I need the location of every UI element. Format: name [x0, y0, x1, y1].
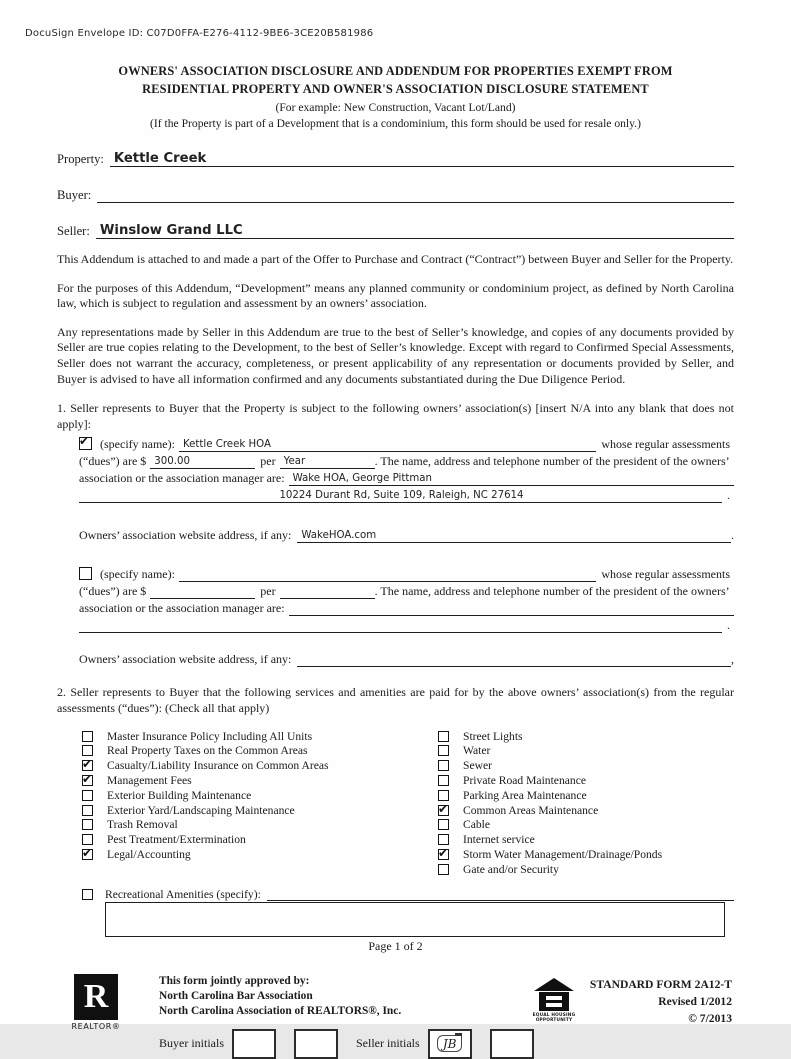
association2-address-field[interactable]	[79, 620, 722, 633]
service-checkbox-checked[interactable]	[438, 849, 449, 860]
service-label: Real Property Taxes on the Common Areas	[107, 744, 308, 758]
recreational-checkbox[interactable]	[82, 889, 93, 900]
service-item	[82, 817, 438, 832]
buyer-field[interactable]	[97, 188, 734, 203]
association2-name-value	[179, 580, 185, 581]
seller-value: Winslow Grand LLC	[99, 223, 243, 239]
realtor-caption: REALTOR®	[71, 1021, 121, 1031]
service-checkbox-unchecked[interactable]	[82, 805, 93, 816]
recreational-value	[267, 899, 273, 900]
service-checkbox-unchecked[interactable]	[438, 819, 449, 830]
service-label: Street Lights	[463, 729, 523, 743]
website1-value: WakeHOA.com	[301, 530, 377, 542]
service-label: Exterior Building Maintenance	[107, 788, 252, 802]
org2-text: North Carolina Association of REALTORS®, Inc.	[159, 1005, 402, 1018]
service-checkbox-unchecked[interactable]	[82, 834, 93, 845]
service-label: Management Fees	[107, 773, 192, 787]
recreational-field[interactable]	[267, 888, 734, 901]
form-info	[577, 976, 734, 1028]
service-label: Exterior Yard/Landscaping Maintenance	[107, 803, 295, 817]
form-copyright: © 7/2013	[688, 1012, 732, 1026]
service-label: Gate and/or Security	[463, 862, 559, 876]
website1-trail: .	[731, 528, 734, 543]
form-footer	[57, 974, 734, 1059]
realtor-logo-icon	[74, 974, 118, 1020]
service-checkbox-unchecked[interactable]	[438, 834, 449, 845]
association1-address-value: 10224 Durant Rd, Suite 109, Raleigh, NC 27614	[279, 490, 524, 502]
association1-manager-value: Wake HOA, George Pittman	[292, 473, 432, 485]
service-checkbox-checked[interactable]	[82, 849, 93, 860]
specify-name-label: (specify name):	[100, 567, 175, 582]
services-column-left	[57, 729, 438, 877]
equal-housing-logo	[531, 978, 577, 1024]
form-revised: Revised 1/2012	[658, 994, 732, 1008]
association2-per-field[interactable]	[280, 586, 375, 599]
whose-assessments-text: whose regular assessments	[601, 567, 730, 582]
association1-address-field[interactable]	[79, 490, 722, 503]
service-checkbox-checked[interactable]	[82, 760, 93, 771]
seller-field[interactable]	[96, 223, 734, 239]
association2-dues-value	[150, 597, 156, 598]
service-label: Sewer	[463, 759, 492, 773]
website2-field[interactable]	[297, 654, 731, 667]
property-value: Kettle Creek	[113, 151, 207, 167]
association2-name-field[interactable]	[179, 569, 596, 582]
recreational-details-box[interactable]	[105, 902, 725, 937]
dues-label: (“dues”) are $	[79, 584, 147, 599]
website2-label: Owners’ association website address, if any:	[79, 652, 292, 667]
service-checkbox-unchecked[interactable]	[438, 760, 449, 771]
service-item	[438, 758, 734, 773]
buyer-initials-box-2[interactable]	[294, 1029, 338, 1059]
service-checkbox-checked[interactable]	[82, 775, 93, 786]
service-checkbox-unchecked[interactable]	[438, 775, 449, 786]
association1-name-value: Kettle Creek HOA	[182, 439, 271, 451]
paragraph-development-definition: For the purposes of this Addendum, “Development” means any planned community or condominium project, as defined by North Carolina law, which is subject to regulation and assessment by an owners’ association.	[57, 280, 734, 311]
association1-dues-value: 300.00	[154, 456, 190, 468]
manager-label: association or the association manager are:	[79, 471, 285, 486]
service-label: Pest Treatment/Extermination	[107, 833, 246, 847]
service-item	[82, 743, 438, 758]
paragraph-addendum: This Addendum is attached to and made a part of the Offer to Purchase and Contract (“Contract”) between Buyer and Seller for the Property.	[57, 252, 734, 267]
title-sub-1: (For example: New Construction, Vacant Lot/Land)	[275, 100, 516, 114]
approval-block	[159, 974, 489, 1059]
whose-assessments-text: whose regular assessments	[601, 437, 730, 452]
equal-housing-caption: EQUAL HOUSING OPPORTUNITY	[532, 1012, 576, 1023]
association1-dues-field[interactable]	[150, 456, 255, 469]
service-item	[438, 729, 734, 744]
property-field[interactable]	[110, 151, 734, 167]
service-checkbox-unchecked[interactable]	[82, 731, 93, 742]
website1-label: Owners’ association website address, if any:	[79, 528, 292, 543]
form-title	[57, 63, 734, 131]
association2-address-value	[398, 631, 404, 632]
association2-checkbox[interactable]	[79, 567, 92, 580]
seller-initials-box-1[interactable]	[428, 1029, 472, 1059]
association2-per-value	[280, 597, 286, 598]
service-checkbox-unchecked[interactable]	[438, 731, 449, 742]
service-label: Water	[463, 744, 491, 758]
services-column-right	[438, 729, 734, 877]
manager-label: association or the association manager are:	[79, 601, 285, 616]
equal-housing-house-icon	[539, 992, 569, 1011]
service-item	[82, 758, 438, 773]
service-checkbox-unchecked[interactable]	[82, 790, 93, 801]
per-label: per	[260, 584, 276, 599]
service-item	[438, 862, 734, 877]
approved-by-text: This form jointly approved by:	[159, 974, 310, 987]
recreational-label: Recreational Amenities (specify):	[105, 887, 261, 901]
paragraph-representations: Any representations made by Seller in this Addendum are true to the best of Seller’s knowledge, and copies of any documents provided by Seller are true copies relating to the Development, to the best of Seller’s knowledge. Except with regard to Confirmed Special Assessments, Seller does not warrant the accuracy, completeness, or present applicability of any representation or documents provided by Seller, and Buyer is advised to have all information confirmed and any documents substantiated during the Due Diligence Period.	[57, 324, 734, 386]
per-label: per	[260, 454, 276, 469]
association-block-2	[79, 565, 734, 633]
service-label: Storm Water Management/Drainage/Ponds	[463, 847, 663, 861]
service-item	[82, 832, 438, 847]
association1-per-field[interactable]	[280, 456, 375, 469]
association2-dues-field[interactable]	[150, 586, 255, 599]
president-text: . The name, address and telephone number of the president of the owners’	[374, 454, 730, 469]
specify-name-label: (specify name):	[100, 437, 175, 452]
website2-trail: ,	[731, 652, 734, 667]
equal-bar	[546, 1003, 562, 1007]
form-name: STANDARD FORM 2A12-T	[589, 977, 732, 991]
service-label: Master Insurance Policy Including All Units	[107, 729, 313, 743]
service-item	[438, 743, 734, 758]
service-item	[438, 817, 734, 832]
service-item	[82, 803, 438, 818]
title-line-2: RESIDENTIAL PROPERTY AND OWNER'S ASSOCIATION DISCLOSURE STATEMENT	[142, 81, 649, 96]
line-trailing-period: .	[727, 618, 730, 633]
service-item	[438, 803, 734, 818]
service-checkbox-unchecked[interactable]	[82, 745, 93, 756]
realtor-r-glyph: R	[83, 977, 109, 1015]
initials-row	[159, 1029, 489, 1059]
service-item	[438, 788, 734, 803]
docusign-envelope-id: DocuSign Envelope ID: C07D0FFA-E276-4112-9BE6-3CE20B581986	[25, 28, 374, 39]
service-checkbox-unchecked[interactable]	[82, 819, 93, 830]
service-label: Internet service	[463, 833, 535, 847]
seller-initials-box-2[interactable]	[490, 1029, 534, 1059]
website2-value	[297, 665, 303, 666]
service-label: Legal/Accounting	[107, 847, 191, 861]
equal-housing-roof-icon	[534, 978, 574, 991]
service-label: Cable	[463, 818, 491, 832]
president-text: . The name, address and telephone number of the president of the owners’	[374, 584, 730, 599]
service-item	[438, 832, 734, 847]
buyer-initials-label: Buyer initials	[159, 1036, 224, 1051]
dues-label: (“dues”) are $	[79, 454, 147, 469]
property-row	[57, 148, 734, 167]
website-row-1	[79, 525, 734, 543]
association1-name-field[interactable]	[179, 439, 596, 452]
equal-bar	[546, 996, 562, 1000]
seller-initials-label: Seller initials	[356, 1036, 420, 1051]
service-item	[82, 729, 438, 744]
buyer-initials-box-1[interactable]	[232, 1029, 276, 1059]
service-item	[438, 773, 734, 788]
service-checkbox-checked[interactable]	[438, 805, 449, 816]
service-checkbox-unchecked[interactable]	[438, 745, 449, 756]
association1-per-value: Year	[283, 456, 306, 468]
page-number: Page 1 of 2	[368, 938, 423, 953]
services-checklist	[57, 729, 734, 877]
service-label: Common Areas Maintenance	[463, 803, 599, 817]
association1-checkbox[interactable]	[79, 437, 92, 450]
website-row-2	[79, 649, 734, 667]
section1-heading: 1. Seller represents to Buyer that the Property is subject to the following owners’ association(s) [insert N/A into any blank that does not apply]:	[57, 401, 734, 431]
buyer-row	[57, 184, 734, 203]
service-checkbox-unchecked[interactable]	[438, 790, 449, 801]
realtor-logo	[65, 974, 127, 1031]
recreational-amenities-row	[82, 885, 734, 901]
service-label: Casualty/Liability Insurance on Common Areas	[107, 759, 329, 773]
seller-row	[57, 220, 734, 239]
service-label: Trash Removal	[107, 818, 178, 832]
association1-manager-field[interactable]	[289, 473, 734, 486]
org1-text: North Carolina Bar Association	[159, 989, 313, 1002]
service-item	[82, 847, 438, 862]
property-label: Property:	[57, 152, 104, 167]
association-block-1	[79, 435, 734, 503]
association2-manager-field[interactable]	[289, 603, 734, 616]
title-line-1: OWNERS' ASSOCIATION DISCLOSURE AND ADDENDUM FOR PROPERTIES EXEMPT FROM	[118, 64, 673, 78]
service-item	[82, 788, 438, 803]
title-sub-2: (If the Property is part of a Development that is a condominium, this form should be used for resale only.)	[150, 117, 641, 131]
service-item	[438, 847, 734, 862]
section2-heading: 2. Seller represents to Buyer that the following services and amenities are paid for by the above owners’ association(s) from the regular assessments (“dues”): (Check all that apply)	[57, 685, 734, 716]
service-item	[82, 773, 438, 788]
service-checkbox-unchecked[interactable]	[438, 864, 449, 875]
docusign-initial-stamp: JB	[437, 1035, 463, 1052]
service-label: Parking Area Maintenance	[463, 788, 587, 802]
seller-label: Seller:	[57, 224, 90, 239]
service-label: Private Road Maintenance	[463, 773, 586, 787]
line-trailing-period: .	[727, 488, 730, 503]
association2-manager-value	[289, 614, 295, 615]
buyer-label: Buyer:	[57, 188, 92, 203]
website1-field[interactable]	[297, 530, 731, 543]
